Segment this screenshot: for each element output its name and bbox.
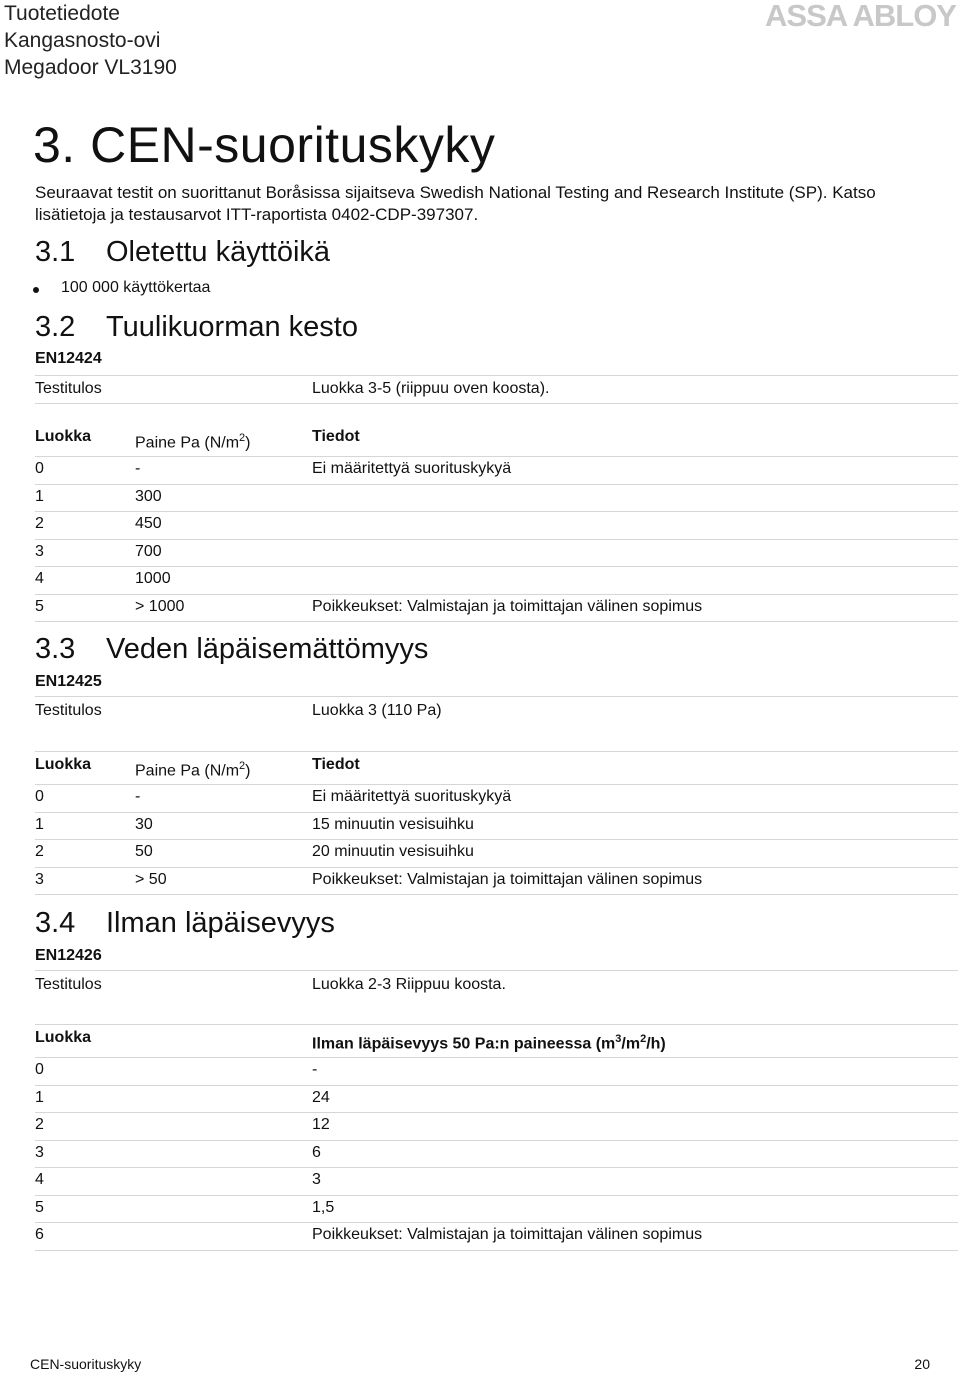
table-cell: -: [135, 460, 141, 477]
table-cell: 20 minuutin vesisuihku: [312, 843, 474, 860]
table-cell: 24: [312, 1088, 330, 1106]
divider: [35, 784, 958, 785]
result-label: Testitulos: [35, 976, 102, 993]
table-cell: 1,5: [312, 1198, 335, 1216]
table-cell: Poikkeukset: Valmistajan ja toimittajan välinen sopimus: [312, 870, 703, 888]
table-cell: 0: [35, 460, 44, 477]
table-cell: 3: [35, 1143, 44, 1161]
result-value: Luokka 3-5 (riippuu oven koosta).: [312, 380, 550, 397]
result-label: Testitulos: [35, 702, 102, 719]
result-value: Luokka 3 (110 Pa): [312, 702, 442, 719]
section-3-4-title: Ilman läpäisevyys: [106, 907, 335, 939]
table-row-divider: [35, 812, 958, 813]
table-cell: 15 minuutin vesisuihku: [312, 815, 474, 833]
table-row-divider: [35, 484, 958, 485]
table-row-divider: [35, 839, 958, 840]
table-row-divider: [35, 1140, 958, 1141]
col-header-class: Luokka: [35, 428, 92, 445]
table-cell: 1000: [135, 570, 171, 587]
footer-section: CEN-suorituskyky: [30, 1356, 142, 1372]
table-cell: > 50: [135, 870, 167, 888]
col-header-pressure: Paine Pa $(N/m^2)$: [135, 432, 251, 452]
table-cell: 300: [135, 487, 162, 505]
table-row-divider: [35, 894, 958, 895]
page-number: 20: [914, 1356, 930, 1372]
divider: [35, 456, 958, 457]
divider: [35, 1024, 958, 1025]
table-row-divider: [35, 594, 958, 595]
table-cell: 2: [35, 1116, 44, 1133]
table-row-divider: [35, 1167, 958, 1168]
table-cell: 700: [135, 542, 162, 560]
table-row-divider: [35, 566, 958, 567]
table-cell: -: [135, 788, 141, 805]
table-cell: 50: [135, 843, 153, 860]
table-cell: 4: [35, 1171, 44, 1188]
col-header-details: Tiedot: [312, 428, 360, 445]
table-row-divider: [35, 511, 958, 512]
section-3-2-number: 3.2: [35, 311, 76, 343]
table-cell: 5: [35, 597, 44, 615]
table-row-divider: [35, 539, 958, 540]
table-cell: 1: [35, 1088, 44, 1106]
table-cell: 5: [35, 1198, 44, 1216]
table-cell: 0: [35, 788, 44, 805]
assa-abloy-logo: ASSA ABLOY: [765, 0, 956, 33]
table-row-divider: [35, 1250, 958, 1251]
table-row-divider: [35, 1085, 958, 1086]
doc-type: Tuotetiedote: [4, 2, 120, 25]
divider: [35, 403, 958, 404]
table-cell: Poikkeukset: Valmistajan ja toimittajan välinen sopimus: [312, 597, 703, 615]
table-cell: 0: [35, 1061, 44, 1078]
divider: [35, 696, 958, 697]
table-cell: 6: [35, 1226, 44, 1243]
col-header-class: Luokka: [35, 756, 92, 773]
table-cell: 3: [35, 870, 44, 888]
table-cell: Ei määritettyä suorituskykyä: [312, 460, 512, 477]
table-cell: Ei määritettyä suorituskykyä: [312, 788, 512, 805]
table-row-divider: [35, 1112, 958, 1113]
table-cell: 30: [135, 815, 153, 833]
col-header-pressure: Paine Pa $(N/m^2)$: [135, 760, 251, 780]
col-header-details: Tiedot: [312, 756, 360, 773]
divider: [35, 751, 958, 752]
section-3-2-title: Tuulikuorman kesto: [106, 311, 358, 343]
product-model: Megadoor VL3190: [4, 56, 177, 79]
intro-paragraph: Seuraavat testit on suorittanut Boråsissa sijaitseva Swedish National Testing and Research Institute (SP). Katso lisätietoja ja testausarvot ITT-raportista 0402-CDP-397307.: [35, 183, 876, 224]
section-3-3-number: 3.3: [35, 633, 76, 665]
section-3-3-title: Veden läpäisemättömyys: [106, 633, 429, 665]
table-cell: Poikkeukset: Valmistajan ja toimittajan välinen sopimus: [312, 1226, 703, 1243]
result-label: Testitulos: [35, 380, 102, 397]
divider: [35, 375, 958, 376]
bullet-icon: [33, 287, 39, 293]
table-cell: 450: [135, 515, 162, 532]
table-cell: 3: [312, 1171, 321, 1188]
product-name: Kangasnosto-ovi: [4, 29, 161, 52]
table-cell: 1: [35, 815, 44, 833]
table-cell: 4: [35, 570, 44, 587]
standard-label: EN12426: [35, 947, 102, 964]
page-title: 3. CEN-suorituskyky: [33, 117, 496, 173]
table-cell: 6: [312, 1143, 321, 1161]
table-row-divider: [35, 1195, 958, 1196]
col-header-class: Luokka: [35, 1029, 92, 1046]
standard-label: EN12425: [35, 673, 102, 690]
table-cell: 3: [35, 542, 44, 560]
col-header-air-permeability: Ilman läpäisevyys 50 Pa:n paineessa $(m^3/m^2/h)$: [312, 1033, 666, 1053]
table-cell: 1: [35, 487, 44, 505]
section-3-1-number: 3.1: [35, 236, 76, 268]
table-row-divider: [35, 1222, 958, 1223]
table-cell: > 1000: [135, 597, 185, 615]
table-cell: 12: [312, 1116, 330, 1133]
lifetime-bullet: 100 000 käyttökertaa: [61, 279, 211, 296]
table-cell: 2: [35, 843, 44, 860]
divider: [35, 1057, 958, 1058]
table-cell: 2: [35, 515, 44, 532]
table-row-divider: [35, 867, 958, 868]
section-3-4-number: 3.4: [35, 907, 76, 939]
table-cell: -: [312, 1061, 318, 1078]
table-row-divider: [35, 621, 958, 622]
result-value: Luokka 2-3 Riippuu koosta.: [312, 976, 506, 993]
standard-label: EN12424: [35, 350, 102, 367]
section-3-1-title: Oletettu käyttöikä: [106, 236, 331, 268]
divider: [35, 970, 958, 971]
